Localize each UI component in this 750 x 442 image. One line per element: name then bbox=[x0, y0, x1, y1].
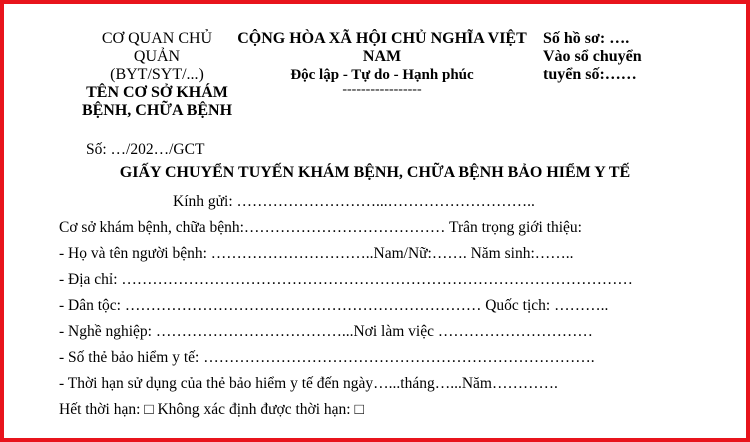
transfer-book-line: tuyển số:…… bbox=[543, 66, 637, 83]
file-number: Số hồ sơ: …. bbox=[543, 30, 630, 47]
document-title: GIẤY CHUYỂN TUYẾN KHÁM BỆNH, CHỮA BỆNH BẢO HIỂM Y TẾ bbox=[119, 164, 631, 181]
recipient-line: Kính gửi: ………………………...……………………….. bbox=[173, 193, 535, 210]
motto-rule: ----------------- bbox=[342, 82, 422, 97]
document-number: Số: …/202…/GCT bbox=[86, 141, 205, 158]
card-validity-line: - Thời hạn sử dụng của thẻ bảo hiểm y tế đến ngày…...tháng…...Năm…………. bbox=[59, 375, 558, 392]
insurance-card-line: - Số thẻ bảo hiểm y tế: …………………………………………………………………. bbox=[59, 349, 595, 366]
expiry-line: Hết thời hạn: □ Không xác định được thời hạn: □ bbox=[59, 401, 364, 418]
patient-line: - Họ và tên người bệnh: …………………………..Nam/Nữ:……. Năm sinh:…….. bbox=[59, 245, 574, 262]
agency-line: (BYT/SYT/...) bbox=[110, 66, 204, 83]
ethnicity-line: - Dân tộc: …………………………………………………………… Quốc tịch: ……….. bbox=[59, 297, 609, 314]
motto: Độc lập - Tự do - Hạnh phúc bbox=[290, 67, 474, 83]
facility-name-line: BỆNH, CHỮA BỆNH bbox=[81, 102, 233, 119]
address-line: - Địa chỉ: ……………………………………………………………………………………… bbox=[59, 271, 633, 288]
republic-line: CỘNG HÒA XÃ HỘI CHỦ NGHĨA VIỆT bbox=[237, 30, 527, 47]
facility-name-line: TÊN CƠ SỞ KHÁM bbox=[86, 84, 228, 101]
agency-line: QUẢN bbox=[133, 48, 181, 65]
occupation-line: - Nghề nghiệp: ………………………………...Nơi làm việc ………………………… bbox=[59, 323, 593, 340]
transfer-book-line: Vào sổ chuyển bbox=[543, 48, 642, 65]
facility-line: Cơ sở khám bệnh, chữa bệnh:………………………………… Trân trọng giới thiệu: bbox=[59, 219, 582, 236]
agency-block bbox=[78, 30, 236, 120]
republic-block bbox=[232, 30, 532, 96]
agency-line: CƠ QUAN CHỦ bbox=[101, 30, 213, 47]
republic-line: NAM bbox=[362, 48, 402, 65]
file-info-block bbox=[543, 30, 693, 84]
